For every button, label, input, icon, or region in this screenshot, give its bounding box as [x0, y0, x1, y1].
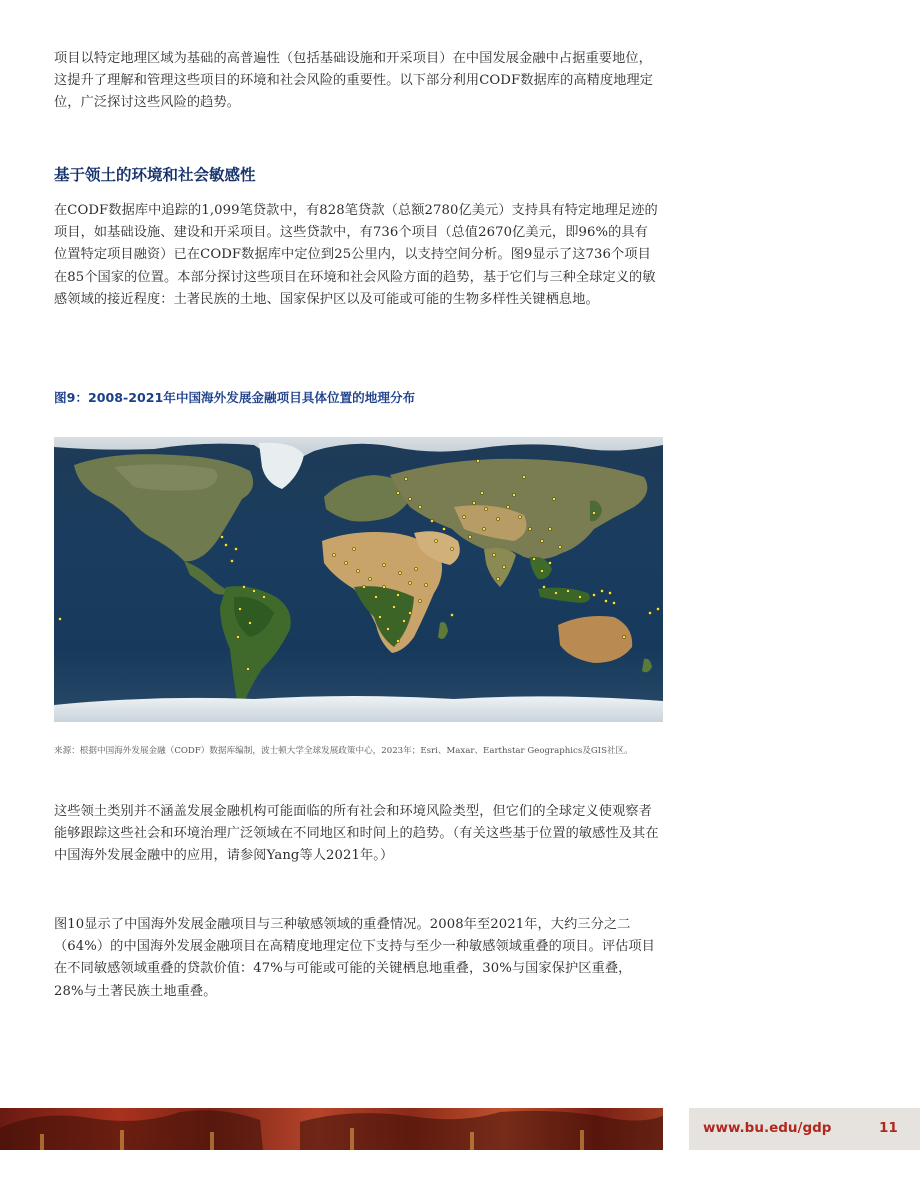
- world-map-image: [54, 437, 663, 722]
- page-number: 11: [879, 1120, 898, 1136]
- body-paragraph-1: 在CODF数据库中追踪的1,099笔贷款中，有828笔贷款（总额2780亿美元）支持具有特定地理足迹的项目，如基础设施、建设和开采项目。这些贷款中，有736个项目（总值2670亿美元，即96%的具有位置特定项目融资）已在CODF数据库中定位到25公里内，以支持空间分析。图9显示了这736个项目在85个国家的位置。本部分探讨这些项目在环境和社会风险方面的趋势，基于它们与三种全球定义的敏感领域的接近程度：土著民族的土地、国家保护区以及可能或可能的生物多样性关键栖息地。: [54, 203, 658, 307]
- figure-title: 图9：2008-2021年中国海外发展金融项目具体位置的地理分布: [54, 390, 416, 405]
- section-heading: 基于领土的环境和社会敏感性: [54, 166, 256, 184]
- figure-source: 来源：根据中国海外发展金融（CODF）数据库编制，波士顿大学全球发展政策中心，2023年；Esri、Maxar、Earthstar Geographics及GIS社区。: [54, 746, 633, 756]
- footer-bar: [689, 1108, 920, 1150]
- intro-paragraph: 项目以特定地理区域为基础的高普遍性（包括基础设施和开采项目）在中国发展金融中占据重要地位，这提升了理解和管理这些项目的环境和社会风险的重要性。以下部分利用CODF数据库的高精度地理定位，广泛探讨这些风险的趋势。: [54, 51, 654, 111]
- body-paragraph-2: 这些领土类别并不涵盖发展金融机构可能面临的所有社会和环境风险类型，但它们的全球定义使观察者能够跟踪这些社会和环境治理广泛领域在不同地区和时间上的趋势。（有关这些基于位置的敏感性及其在中国海外发展金融中的应用，请参阅Yang等人2021年。）: [54, 804, 659, 864]
- footer-url-link[interactable]: www.bu.edu/gdp: [703, 1120, 832, 1136]
- body-paragraph-3: 图10显示了中国海外发展金融项目与三种敏感领域的重叠情况。2008年至2021年，大约三分之二（64%）的中国海外发展金融项目在高精度地理定位下支持与至少一种敏感领域重叠的项目。评估项目在不同敏感领域重叠的贷款价值：47%与可能或可能的关键栖息地重叠，30%与国家保护区重叠，28%与土著民族土地重叠。: [54, 917, 655, 999]
- world-map-figure: [54, 437, 663, 722]
- footer-decorative-photo: [0, 1108, 663, 1150]
